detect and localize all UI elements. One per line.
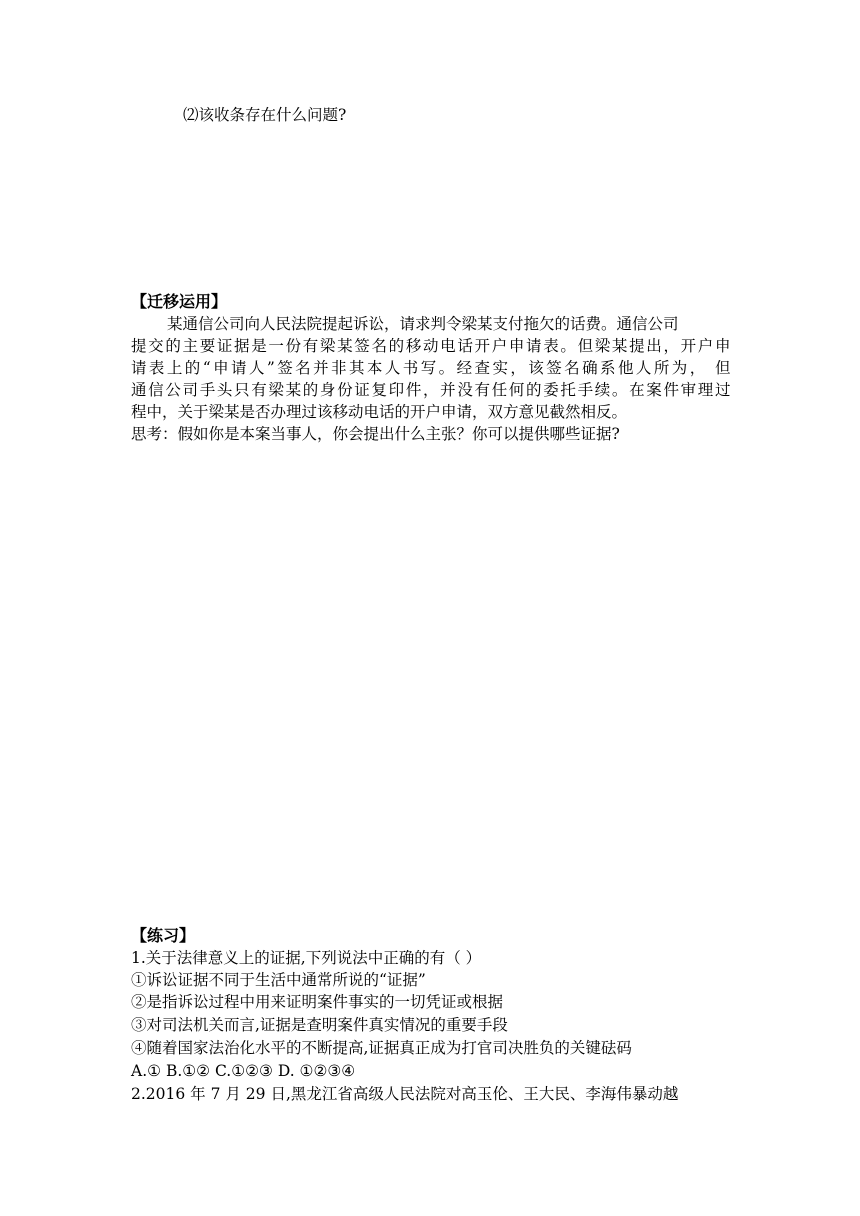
answer-options: A.① B.①② C.①②③ D. ①②③④ <box>131 1062 356 1080</box>
statement-item: ①诉讼证据不同于生活中通常所说的“证据” <box>131 971 426 989</box>
paragraph-line: 提交的主要证据是一份有梁某签名的移动电话开户申请表。但梁某提出，开户申 <box>131 337 731 355</box>
question-2-stem: 2.2016 年 7 月 29 日,黑龙江省高级人民法院对高玉伦、王大民、李海伟暴动越 <box>131 1085 679 1103</box>
section-heading-transfer: 【迁移运用】 <box>131 292 228 311</box>
paragraph-line: 程中，关于梁某是否办理过该移动电话的开户申请，双方意见截然相反。 <box>131 403 628 421</box>
statement-item: ②是指诉讼过程中用来证明案件事实的一切凭证或根据 <box>131 993 504 1011</box>
statement-item: ④随着国家法治化水平的不断提高,证据真正成为打官司决胜负的关键砝码 <box>131 1039 632 1057</box>
statement-item: ③对司法机关而言,证据是查明案件真实情况的重要手段 <box>131 1016 508 1034</box>
thinking-question: 思考：假如你是本案当事人，你会提出什么主张？你可以提供哪些证据? <box>131 425 620 443</box>
paragraph-line: 某通信公司向人民法院提起诉讼，请求判令梁某支付拖欠的话费。通信公司 <box>167 315 679 333</box>
paragraph-line: 请表上的“申请人”签名并非其本人书写。经查实，该签名确系他人所为， 但 <box>131 359 731 377</box>
question-2: ⑵该收条存在什么问题? <box>183 106 347 124</box>
paragraph-line: 通信公司手头只有梁某的身份证复印件，并没有任何的委托手续。在案件审理过 <box>131 381 731 399</box>
question-1-stem: 1.关于法律意义上的证据,下列说法中正确的有（ ） <box>131 949 482 967</box>
section-heading-practice: 【练习】 <box>131 926 196 945</box>
